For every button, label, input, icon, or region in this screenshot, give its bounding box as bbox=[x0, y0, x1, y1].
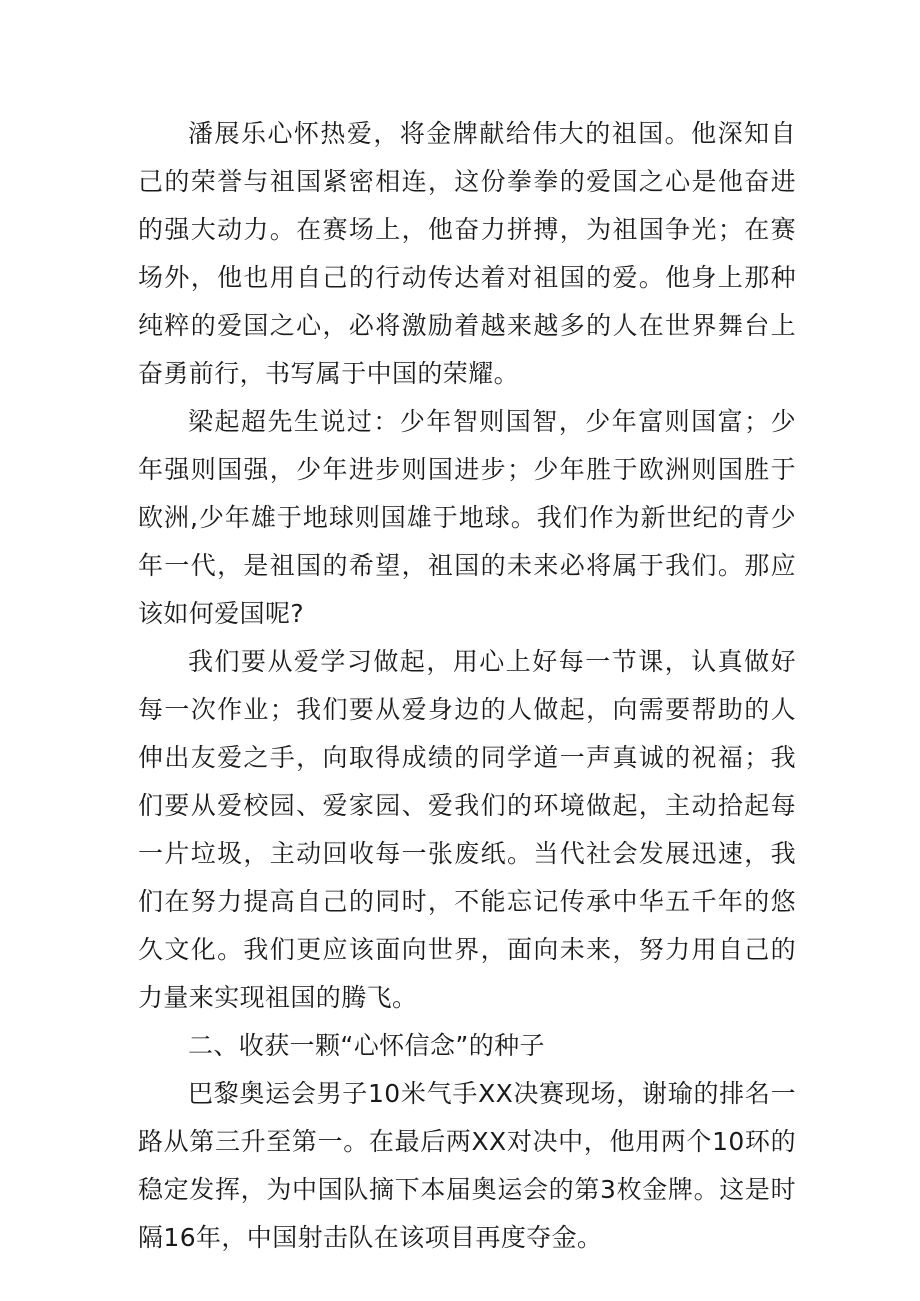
paragraph-4: 巴黎奥运会男子10米气手XX决赛现场，谢瑜的排名一路从第三升至第一。在最后两XX对决中，他用两个10环的稳定发挥，为中国队摘下本届奥运会的第3枚金牌。这是时隔16年，中国射击队在该项目再度夺金。 bbox=[138, 1079, 796, 1252]
section-heading: 二、收获一颗“心怀信念”的种子 bbox=[188, 1031, 545, 1060]
paragraph-1: 潘展乐心怀热爱，将金牌献给伟大的祖国。他深知自己的荣誉与祖国紧密相连，这份拳拳的爱国之心是他奋进的强大动力。在赛场上，他奋力拼搏，为祖国争光；在赛场外，他也用自己的行动传达着对祖国的爱。他身上那种纯粹的爱国之心，必将激励着越来越多的人在世界舞台上奋勇前行，书写属于中国的荣耀。 bbox=[138, 119, 796, 388]
document-body bbox=[138, 110, 796, 1262]
paragraph-3: 我们要从爱学习做起，用心上好每一节课，认真做好每一次作业；我们要从爱身边的人做起，向需要帮助的人伸出友爱之手，向取得成绩的同学道一声真诚的祝福；我们要从爱校园、爱家园、爱我们的环境做起，主动拾起每一片垃圾，主动回收每一张废纸。当代社会发展迅速，我们在努力提高自己的同时，不能忘记传承中华五千年的悠久文化。我们更应该面向世界，面向未来，努力用自己的力量来实现祖国的腾飞。 bbox=[138, 647, 796, 1012]
paragraph-2: 梁起超先生说过：少年智则国智，少年富则国富；少年强则国强，少年进步则国进步；少年胜于欧洲则国胜于欧洲,少年雄于地球则国雄于地球。我们作为新世纪的青少年一代，是祖国的希望，祖国的未来必将属于我们。那应该如何爱国呢? bbox=[138, 407, 796, 628]
